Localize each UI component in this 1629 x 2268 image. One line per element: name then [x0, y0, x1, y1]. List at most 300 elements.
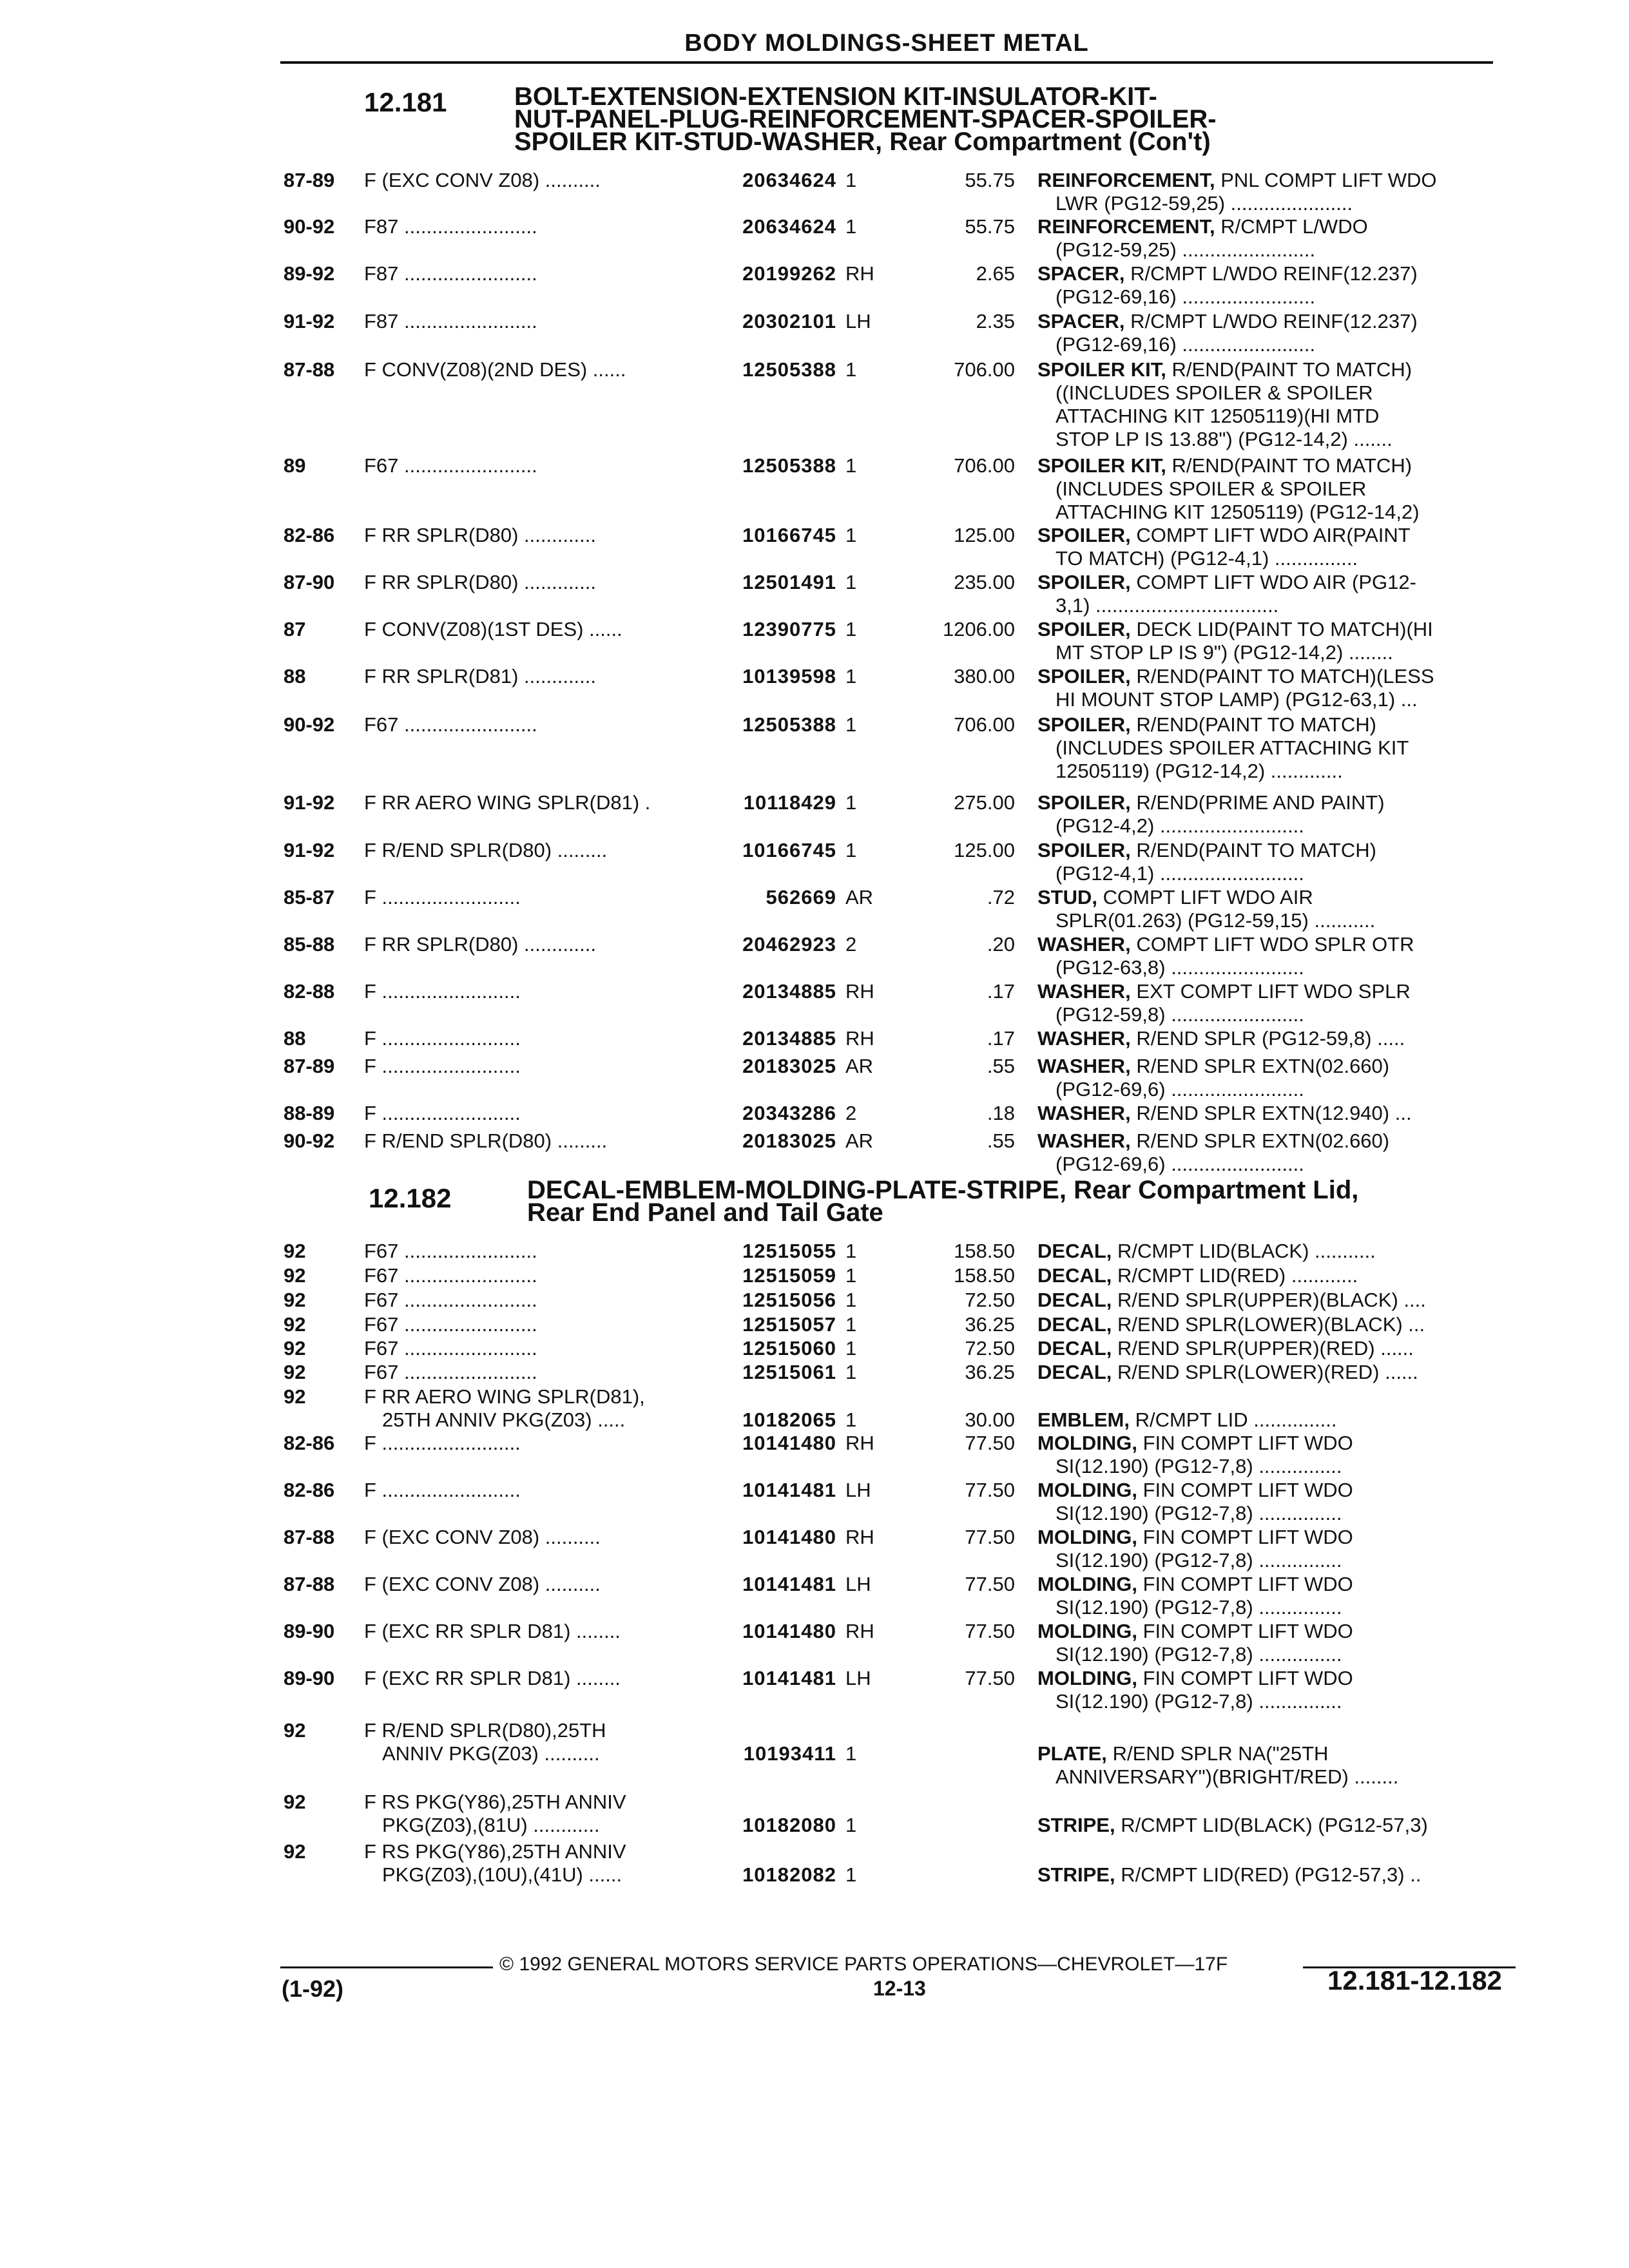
model-year: 92: [284, 1289, 306, 1311]
part-name: EMBLEM,: [1037, 1408, 1130, 1431]
description-line: [1037, 1129, 1501, 1153]
description-text: FIN COMPT LIFT WDO: [1142, 1573, 1353, 1595]
quantity: 1: [845, 169, 857, 191]
model-line: F67 ........................: [364, 713, 537, 736]
part-description: [1037, 1479, 1501, 1525]
model-year: 90-92: [284, 1129, 335, 1152]
model-year: 88-89: [284, 1102, 335, 1124]
model-description: [364, 1719, 706, 1765]
quantity: RH: [845, 1620, 874, 1642]
quantity: 1: [845, 1408, 857, 1431]
model-line-continued: ANNIV PKG(Z03) ..........: [382, 1742, 600, 1765]
part-description: [1037, 1027, 1501, 1050]
quantity: 1: [845, 1814, 857, 1836]
quantity: AR: [845, 1129, 874, 1152]
part-description: [1037, 169, 1501, 215]
part-number: 12515059: [742, 1264, 836, 1287]
part-name: SPOILER,: [1037, 791, 1131, 814]
description-line: [1037, 1289, 1501, 1312]
part-name: STRIPE,: [1037, 1863, 1115, 1886]
description-line: SI(12.190) (PG12-7,8) ...............: [1055, 1690, 1342, 1713]
part-number: 20462923: [742, 933, 836, 956]
description-line: SI(12.190) (PG12-7,8) ...............: [1055, 1643, 1342, 1666]
section-title: [527, 1176, 1359, 1227]
model-description: [364, 310, 706, 333]
description-text: R/END SPLR (PG12-59,8) .....: [1136, 1027, 1405, 1050]
quantity: 1: [845, 1313, 857, 1336]
part-description: [1037, 1573, 1501, 1619]
price: 1206.00: [942, 618, 1015, 640]
price: 125.00: [954, 839, 1015, 861]
description-line: [1037, 1667, 1501, 1690]
description-line: SPLR(01.263) (PG12-59,15) ...........: [1055, 909, 1376, 932]
model-year: 85-88: [284, 933, 335, 956]
part-description: [1037, 1102, 1501, 1125]
description-text: R/CMPT L/WDO REINF(12.237): [1130, 310, 1418, 332]
price: 380.00: [954, 665, 1015, 687]
description-line: [1037, 454, 1501, 477]
model-description: [364, 1840, 706, 1887]
part-number: 10139598: [742, 665, 836, 687]
model-year: 87-88: [284, 1526, 335, 1548]
part-description: [1037, 215, 1501, 262]
price: 275.00: [954, 791, 1015, 814]
model-line: F67 ........................: [364, 1337, 537, 1360]
part-number: 12515060: [742, 1337, 836, 1360]
part-number: 10166745: [742, 524, 836, 546]
part-number: 10141480: [742, 1432, 836, 1454]
description-line: (PG12-69,6) ........................: [1055, 1078, 1304, 1100]
model-line: F RR SPLR(D81) .............: [364, 665, 597, 687]
description-line: TO MATCH) (PG12-4,1) ...............: [1055, 547, 1358, 570]
description-text: R/END(PRIME AND PAINT): [1136, 791, 1385, 814]
description-text: R/CMPT LID(RED) ............: [1117, 1264, 1358, 1287]
model-description: [364, 886, 706, 909]
quantity: LH: [845, 310, 871, 332]
model-description: [364, 1055, 706, 1078]
description-line: [1037, 1620, 1501, 1643]
model-description: [364, 618, 706, 641]
quantity: 1: [845, 215, 857, 238]
footer-copyright: © 1992 GENERAL MOTORS SERVICE PARTS OPERATIONS—CHEVROLET—17F: [499, 1954, 1228, 1975]
quantity: 1: [845, 1361, 857, 1383]
description-line: [1037, 1361, 1501, 1384]
part-description: [1037, 1526, 1501, 1572]
model-description: [364, 933, 706, 956]
part-description: [1037, 571, 1501, 617]
part-number: 12515061: [742, 1361, 836, 1383]
model-line: F67 ........................: [364, 1240, 537, 1262]
part-number: 20634624: [742, 215, 836, 238]
model-line: F67 ........................: [364, 1264, 537, 1287]
description-text: R/END SPLR EXTN(12.940) ...: [1136, 1102, 1412, 1124]
part-name: DECAL,: [1037, 1240, 1112, 1262]
description-line: [1037, 886, 1501, 909]
part-description: [1037, 713, 1501, 783]
part-description: [1037, 358, 1501, 451]
part-number: 10182065: [742, 1408, 836, 1431]
part-number: 10118429: [743, 791, 836, 814]
description-line: [1037, 1479, 1501, 1502]
model-year: 92: [284, 1719, 306, 1742]
part-description: [1037, 1814, 1501, 1837]
part-name: SPOILER,: [1037, 713, 1131, 736]
description-text: R/END(PAINT TO MATCH): [1136, 713, 1376, 736]
quantity: RH: [845, 980, 874, 1003]
price: .17: [987, 1027, 1015, 1050]
part-number: 20302101: [742, 310, 836, 332]
part-number: 20634624: [742, 169, 836, 191]
quantity: 1: [845, 1337, 857, 1360]
description-line: MT STOP LP IS 9") (PG12-14,2) ........: [1055, 641, 1393, 664]
model-description: [364, 665, 706, 688]
part-name: WASHER,: [1037, 980, 1131, 1003]
part-name: DECAL,: [1037, 1289, 1112, 1311]
part-description: [1037, 310, 1501, 356]
model-year: 92: [284, 1240, 306, 1262]
part-description: [1037, 886, 1501, 932]
model-year: 89-90: [284, 1667, 335, 1689]
description-text: R/CMPT LID ...............: [1135, 1408, 1337, 1431]
model-description: [364, 1791, 706, 1837]
section-title: [514, 82, 1217, 156]
model-description: [364, 1573, 706, 1596]
part-number: 10182082: [742, 1863, 836, 1886]
part-name: SPOILER,: [1037, 618, 1131, 640]
section-title-line: Rear End Panel and Tail Gate: [527, 1198, 883, 1227]
description-text: R/END SPLR NA("25TH: [1112, 1742, 1329, 1765]
description-line: [1037, 1264, 1501, 1287]
price: 55.75: [965, 215, 1015, 238]
model-description: [364, 980, 706, 1003]
model-line: F R/END SPLR(D80) .........: [364, 1129, 608, 1152]
description-line: [1037, 1432, 1501, 1455]
price: 2.65: [976, 262, 1015, 285]
footer-page-number: 12-13: [873, 1977, 926, 2000]
description-line: STOP LP IS 13.88") (PG12-14,2) .......: [1055, 428, 1393, 450]
model-line: F RS PKG(Y86),25TH ANNIV: [364, 1791, 626, 1813]
model-line: F RS PKG(Y86),25TH ANNIV: [364, 1840, 626, 1863]
part-name: MOLDING,: [1037, 1620, 1137, 1642]
model-description: [364, 571, 706, 594]
model-line: F .........................: [364, 1102, 521, 1124]
model-description: [364, 1479, 706, 1502]
model-description: [364, 1129, 706, 1153]
model-description: [364, 1264, 706, 1287]
model-line: F67 ........................: [364, 1313, 537, 1336]
description-line: (PG12-59,8) ........................: [1055, 1003, 1304, 1026]
model-line: F .........................: [364, 1055, 521, 1077]
model-description: [364, 1667, 706, 1690]
part-name: DECAL,: [1037, 1361, 1112, 1383]
price: 72.50: [965, 1289, 1015, 1311]
description-line: [1037, 1313, 1501, 1336]
description-text: R/CMPT LID(BLACK) ...........: [1117, 1240, 1376, 1262]
model-year: 92: [284, 1337, 306, 1360]
quantity: 1: [845, 1264, 857, 1287]
model-description: [364, 713, 706, 736]
model-description: [364, 169, 706, 192]
description-line: [1037, 1027, 1501, 1050]
description-line: [1037, 358, 1501, 381]
model-description: [364, 262, 706, 285]
part-number: 10141480: [742, 1620, 836, 1642]
model-year: 82-86: [284, 1432, 335, 1454]
description-line: SI(12.190) (PG12-7,8) ...............: [1055, 1596, 1342, 1619]
price: .20: [987, 933, 1015, 956]
part-number: 12505388: [742, 454, 836, 477]
model-description: [364, 1313, 706, 1336]
description-line: (PG12-69,6) ........................: [1055, 1153, 1304, 1175]
footer-rule-left: [280, 1966, 493, 1968]
model-line: F87 ........................: [364, 215, 537, 238]
description-line: [1037, 1102, 1501, 1125]
price: 36.25: [965, 1313, 1015, 1336]
model-year: 88: [284, 1027, 306, 1050]
model-year: 92: [284, 1791, 306, 1813]
model-line: F CONV(Z08)(2ND DES) ......: [364, 358, 626, 381]
description-line: [1037, 571, 1501, 594]
description-line: ATTACHING KIT 12505119) (PG12-14,2): [1055, 501, 1420, 523]
description-line: (PG12-63,8) ........................: [1055, 956, 1304, 979]
model-description: [364, 1102, 706, 1125]
price: 30.00: [965, 1408, 1015, 1431]
quantity: AR: [845, 886, 874, 908]
description-line: ANNIVERSARY")(BRIGHT/RED) ........: [1055, 1765, 1399, 1788]
price: 77.50: [965, 1432, 1015, 1454]
description-text: PNL COMPT LIFT WDO: [1220, 169, 1437, 191]
model-line: F RR AERO WING SPLR(D81) .: [364, 791, 651, 814]
description-line: [1037, 215, 1501, 238]
part-name: SPOILER KIT,: [1037, 358, 1166, 381]
description-line: [1037, 665, 1501, 688]
model-line: F .........................: [364, 1027, 521, 1050]
description-line: [1037, 933, 1501, 956]
quantity: LH: [845, 1479, 871, 1501]
quantity: 1: [845, 454, 857, 477]
description-line: [1037, 310, 1501, 333]
quantity: LH: [845, 1667, 871, 1689]
quantity: 1: [845, 665, 857, 687]
section-title-line: NUT-PANEL-PLUG-REINFORCEMENT-SPACER-SPOILER-: [514, 105, 1217, 133]
description-line: [1037, 1814, 1501, 1837]
part-name: PLATE,: [1037, 1742, 1107, 1765]
part-name: WASHER,: [1037, 1027, 1131, 1050]
section-title-line: BOLT-EXTENSION-EXTENSION KIT-INSULATOR-KIT-: [514, 82, 1157, 111]
description-text: COMPT LIFT WDO AIR: [1103, 886, 1313, 908]
part-number: 12515057: [742, 1313, 836, 1336]
price: 2.35: [976, 310, 1015, 332]
model-line: F .........................: [364, 886, 521, 908]
part-number: 12515055: [742, 1240, 836, 1262]
part-number: 10141481: [742, 1573, 836, 1595]
quantity: 1: [845, 839, 857, 861]
description-text: R/CMPT L/WDO: [1220, 215, 1368, 238]
description-text: COMPT LIFT WDO AIR (PG12-: [1136, 571, 1416, 593]
part-number: 12390775: [742, 618, 836, 640]
price: 235.00: [954, 571, 1015, 593]
part-number: 10193411: [743, 1742, 836, 1765]
model-year: 82-88: [284, 980, 335, 1003]
footer-date: (1-92): [282, 1975, 344, 2002]
description-text: R/CMPT LID(RED) (PG12-57,3) ..: [1121, 1863, 1422, 1886]
description-text: R/END(PAINT TO MATCH): [1171, 358, 1412, 381]
model-year: 91-92: [284, 791, 335, 814]
part-name: DECAL,: [1037, 1337, 1112, 1360]
description-line: 3,1) .................................: [1055, 594, 1279, 617]
description-line: [1037, 1742, 1501, 1765]
model-year: 92: [284, 1385, 306, 1408]
model-year: 92: [284, 1313, 306, 1336]
part-description: [1037, 1432, 1501, 1478]
part-description: [1037, 618, 1501, 664]
part-description: [1037, 791, 1501, 838]
model-year: 91-92: [284, 310, 335, 332]
model-year: 87-88: [284, 358, 335, 381]
description-text: R/END SPLR(LOWER)(RED) ......: [1117, 1361, 1418, 1383]
part-description: [1037, 1289, 1501, 1312]
model-year: 82-86: [284, 524, 335, 546]
model-year: 92: [284, 1840, 306, 1863]
description-text: FIN COMPT LIFT WDO: [1142, 1620, 1353, 1642]
model-year: 92: [284, 1361, 306, 1383]
part-name: WASHER,: [1037, 1129, 1131, 1152]
model-line-continued: 25TH ANNIV PKG(Z03) .....: [382, 1408, 626, 1431]
part-description: [1037, 1742, 1501, 1789]
description-line: [1037, 839, 1501, 862]
price: 158.50: [954, 1240, 1015, 1262]
part-description: [1037, 980, 1501, 1026]
description-line: [1037, 169, 1501, 192]
model-line: F RR SPLR(D80) .............: [364, 571, 597, 593]
part-name: SPOILER KIT,: [1037, 454, 1166, 477]
part-name: MOLDING,: [1037, 1432, 1137, 1454]
model-line: F RR SPLR(D80) .............: [364, 524, 597, 546]
description-line: [1037, 791, 1501, 814]
model-description: [364, 358, 706, 381]
model-year: 89: [284, 454, 306, 477]
part-description: [1037, 454, 1501, 524]
model-description: [364, 215, 706, 238]
model-line: F .........................: [364, 1432, 521, 1454]
quantity: 1: [845, 571, 857, 593]
part-description: [1037, 1240, 1501, 1263]
model-line: F87 ........................: [364, 262, 537, 285]
description-line: ((INCLUDES SPOILER & SPOILER: [1055, 381, 1373, 404]
model-line: F R/END SPLR(D80) .........: [364, 839, 608, 861]
part-number: 20183025: [742, 1055, 836, 1077]
part-name: REINFORCEMENT,: [1037, 215, 1215, 238]
description-line: SI(12.190) (PG12-7,8) ...............: [1055, 1455, 1342, 1477]
price: 125.00: [954, 524, 1015, 546]
model-line: F67 ........................: [364, 1289, 537, 1311]
page-header-title: BODY MOLDINGS-SHEET METAL: [684, 30, 1089, 57]
description-line: (PG12-4,1) ..........................: [1055, 862, 1304, 885]
part-number: 12501491: [742, 571, 836, 593]
description-line: [1037, 1240, 1501, 1263]
model-description: [364, 839, 706, 862]
description-text: R/END SPLR EXTN(02.660): [1136, 1129, 1390, 1152]
part-description: [1037, 1337, 1501, 1360]
model-year: 92: [284, 1264, 306, 1287]
description-line: SI(12.190) (PG12-7,8) ...............: [1055, 1549, 1342, 1571]
model-year: 87: [284, 618, 306, 640]
description-line: [1037, 1863, 1501, 1887]
part-description: [1037, 1313, 1501, 1336]
part-name: SPACER,: [1037, 262, 1125, 285]
model-line: F67 ........................: [364, 454, 537, 477]
part-name: SPOILER,: [1037, 839, 1131, 861]
price: 706.00: [954, 454, 1015, 477]
quantity: 1: [845, 1863, 857, 1886]
description-line: ATTACHING KIT 12505119)(HI MTD: [1055, 405, 1380, 427]
price: 706.00: [954, 713, 1015, 736]
section-title-line: SPOILER KIT-STUD-WASHER, Rear Compartment (Con't): [514, 128, 1211, 156]
description-line: SI(12.190) (PG12-7,8) ...............: [1055, 1502, 1342, 1524]
model-year: 87-88: [284, 1573, 335, 1595]
part-name: WASHER,: [1037, 933, 1131, 956]
part-name: DECAL,: [1037, 1264, 1112, 1287]
part-name: STUD,: [1037, 886, 1097, 908]
part-number: 20134885: [742, 1027, 836, 1050]
part-number: 20343286: [742, 1102, 836, 1124]
part-name: DECAL,: [1037, 1313, 1112, 1336]
description-text: R/END(PAINT TO MATCH)(LESS: [1136, 665, 1434, 687]
price: 77.50: [965, 1620, 1015, 1642]
part-name: STRIPE,: [1037, 1814, 1115, 1836]
model-line: F .........................: [364, 980, 521, 1003]
quantity: RH: [845, 1526, 874, 1548]
part-description: [1037, 524, 1501, 570]
part-number: 10166745: [742, 839, 836, 861]
model-description: [364, 1526, 706, 1549]
description-line: 12505119) (PG12-14,2) .............: [1055, 760, 1343, 782]
part-number: 20199262: [742, 262, 836, 285]
price: 158.50: [954, 1264, 1015, 1287]
description-text: R/END(PAINT TO MATCH): [1171, 454, 1412, 477]
part-number: 20134885: [742, 980, 836, 1003]
model-description: [364, 1337, 706, 1360]
description-text: FIN COMPT LIFT WDO: [1142, 1479, 1353, 1501]
model-line: F (EXC RR SPLR D81) ........: [364, 1667, 621, 1689]
model-year: 90-92: [284, 713, 335, 736]
price: .55: [987, 1129, 1015, 1152]
part-number: 10141480: [742, 1526, 836, 1548]
description-line: (INCLUDES SPOILER ATTACHING KIT: [1055, 736, 1409, 759]
model-year: 89-90: [284, 1620, 335, 1642]
model-line-continued: PKG(Z03),(81U) ............: [382, 1814, 600, 1836]
quantity: 1: [845, 618, 857, 640]
model-year: 88: [284, 665, 306, 687]
quantity: RH: [845, 262, 874, 285]
description-line: HI MOUNT STOP LAMP) (PG12-63,1) ...: [1055, 688, 1418, 711]
price: 36.25: [965, 1361, 1015, 1383]
description-text: DECK LID(PAINT TO MATCH)(HI: [1136, 618, 1433, 640]
quantity: 1: [845, 1742, 857, 1765]
description-line: (PG12-69,16) ........................: [1055, 333, 1316, 356]
model-description: [364, 1620, 706, 1643]
part-number: 20183025: [742, 1129, 836, 1152]
price: 77.50: [965, 1526, 1015, 1548]
quantity: 1: [845, 713, 857, 736]
description-line: [1037, 262, 1501, 285]
quantity: 1: [845, 1289, 857, 1311]
description-line: [1037, 1408, 1501, 1432]
description-line: [1037, 618, 1501, 641]
part-description: [1037, 933, 1501, 979]
model-year: 91-92: [284, 839, 335, 861]
part-number: 12505388: [742, 713, 836, 736]
